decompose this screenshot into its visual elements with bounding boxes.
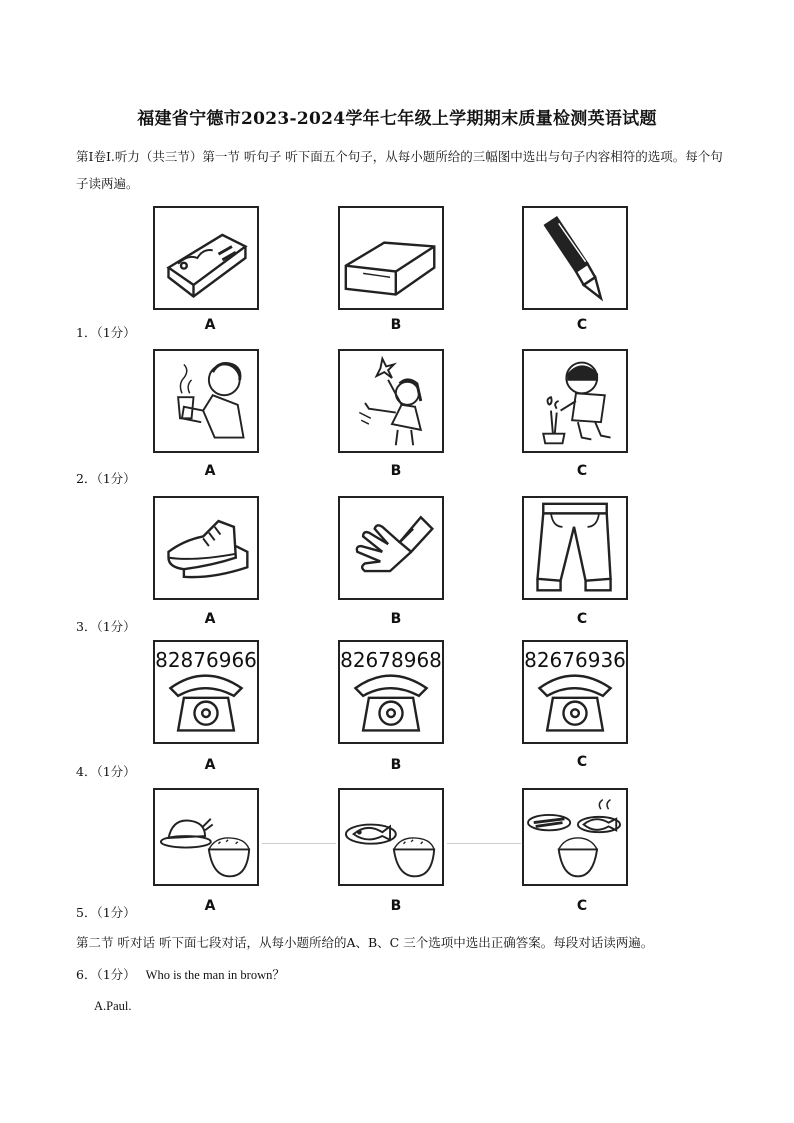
option-label-b: B — [390, 898, 402, 914]
sneakers-icon — [153, 496, 259, 600]
question-6 — [76, 965, 285, 983]
option-label-c: C — [576, 611, 588, 627]
option-label-c: C — [576, 463, 588, 479]
question-text: Who is the man in brown？ — [145, 968, 285, 982]
option-label-b: B — [390, 317, 402, 333]
option-label-b: B — [390, 463, 402, 479]
option-label-a: A — [204, 317, 216, 333]
gloves-icon — [338, 496, 444, 600]
question-number: 6．（1分） — [76, 967, 136, 982]
option-label-a: A — [204, 898, 216, 914]
girl-cooking-icon — [153, 349, 259, 453]
pencil-box-icon — [153, 206, 259, 310]
girl-dancing-icon — [338, 349, 444, 453]
section-2-instructions: 第二节 听对话 听下面七段对话，从每小题所给的A、B、C 三个选项中选出正确答案。每段对话读两遍。 — [76, 935, 654, 950]
instructions: 第Ⅰ卷Ⅰ.听力（共三节）第一节 听句子 听下面五个句子，从每小题所给的三幅图中选出与句子内容相符的选项。每个句子读两遍。 — [76, 149, 723, 191]
divider — [262, 843, 336, 844]
page-title: 福建省宁德市2023-2024学年七年级上学期期末质量检测英语试题 — [137, 109, 657, 129]
option-label-a: A — [204, 757, 216, 773]
question-number: 2．（1分） — [76, 471, 136, 486]
option-label-a: A — [204, 463, 216, 479]
telephone-icon — [338, 640, 444, 744]
chicken-rice-icon — [153, 788, 259, 886]
option-label-b: B — [390, 611, 402, 627]
option-label-b: B — [390, 757, 402, 773]
eraser-icon — [338, 206, 444, 310]
fish-rice-icon — [338, 788, 444, 886]
question-number: 3．（1分） — [76, 619, 136, 634]
option-label-c: C — [576, 898, 588, 914]
telephone-icon — [522, 640, 628, 744]
boy-watering-flowers-icon — [522, 349, 628, 453]
fountain-pen-icon — [522, 206, 628, 310]
trousers-icon — [522, 496, 628, 600]
option-label-c: C — [576, 317, 588, 333]
option-label-a: A — [204, 611, 216, 627]
divider — [447, 843, 521, 844]
option-a: A.Paul. — [94, 999, 132, 1013]
phone-number: 82876966 — [155, 648, 257, 672]
telephone-icon — [153, 640, 259, 744]
fish-dishes-rice-icon — [522, 788, 628, 886]
question-number: 1．（1分） — [76, 325, 136, 340]
question-number: 4．（1分） — [76, 764, 136, 779]
phone-number: 82678968 — [340, 648, 442, 672]
option-label-c: C — [576, 754, 588, 770]
phone-number: 82676936 — [524, 648, 626, 672]
question-number: 5．（1分） — [76, 905, 136, 920]
